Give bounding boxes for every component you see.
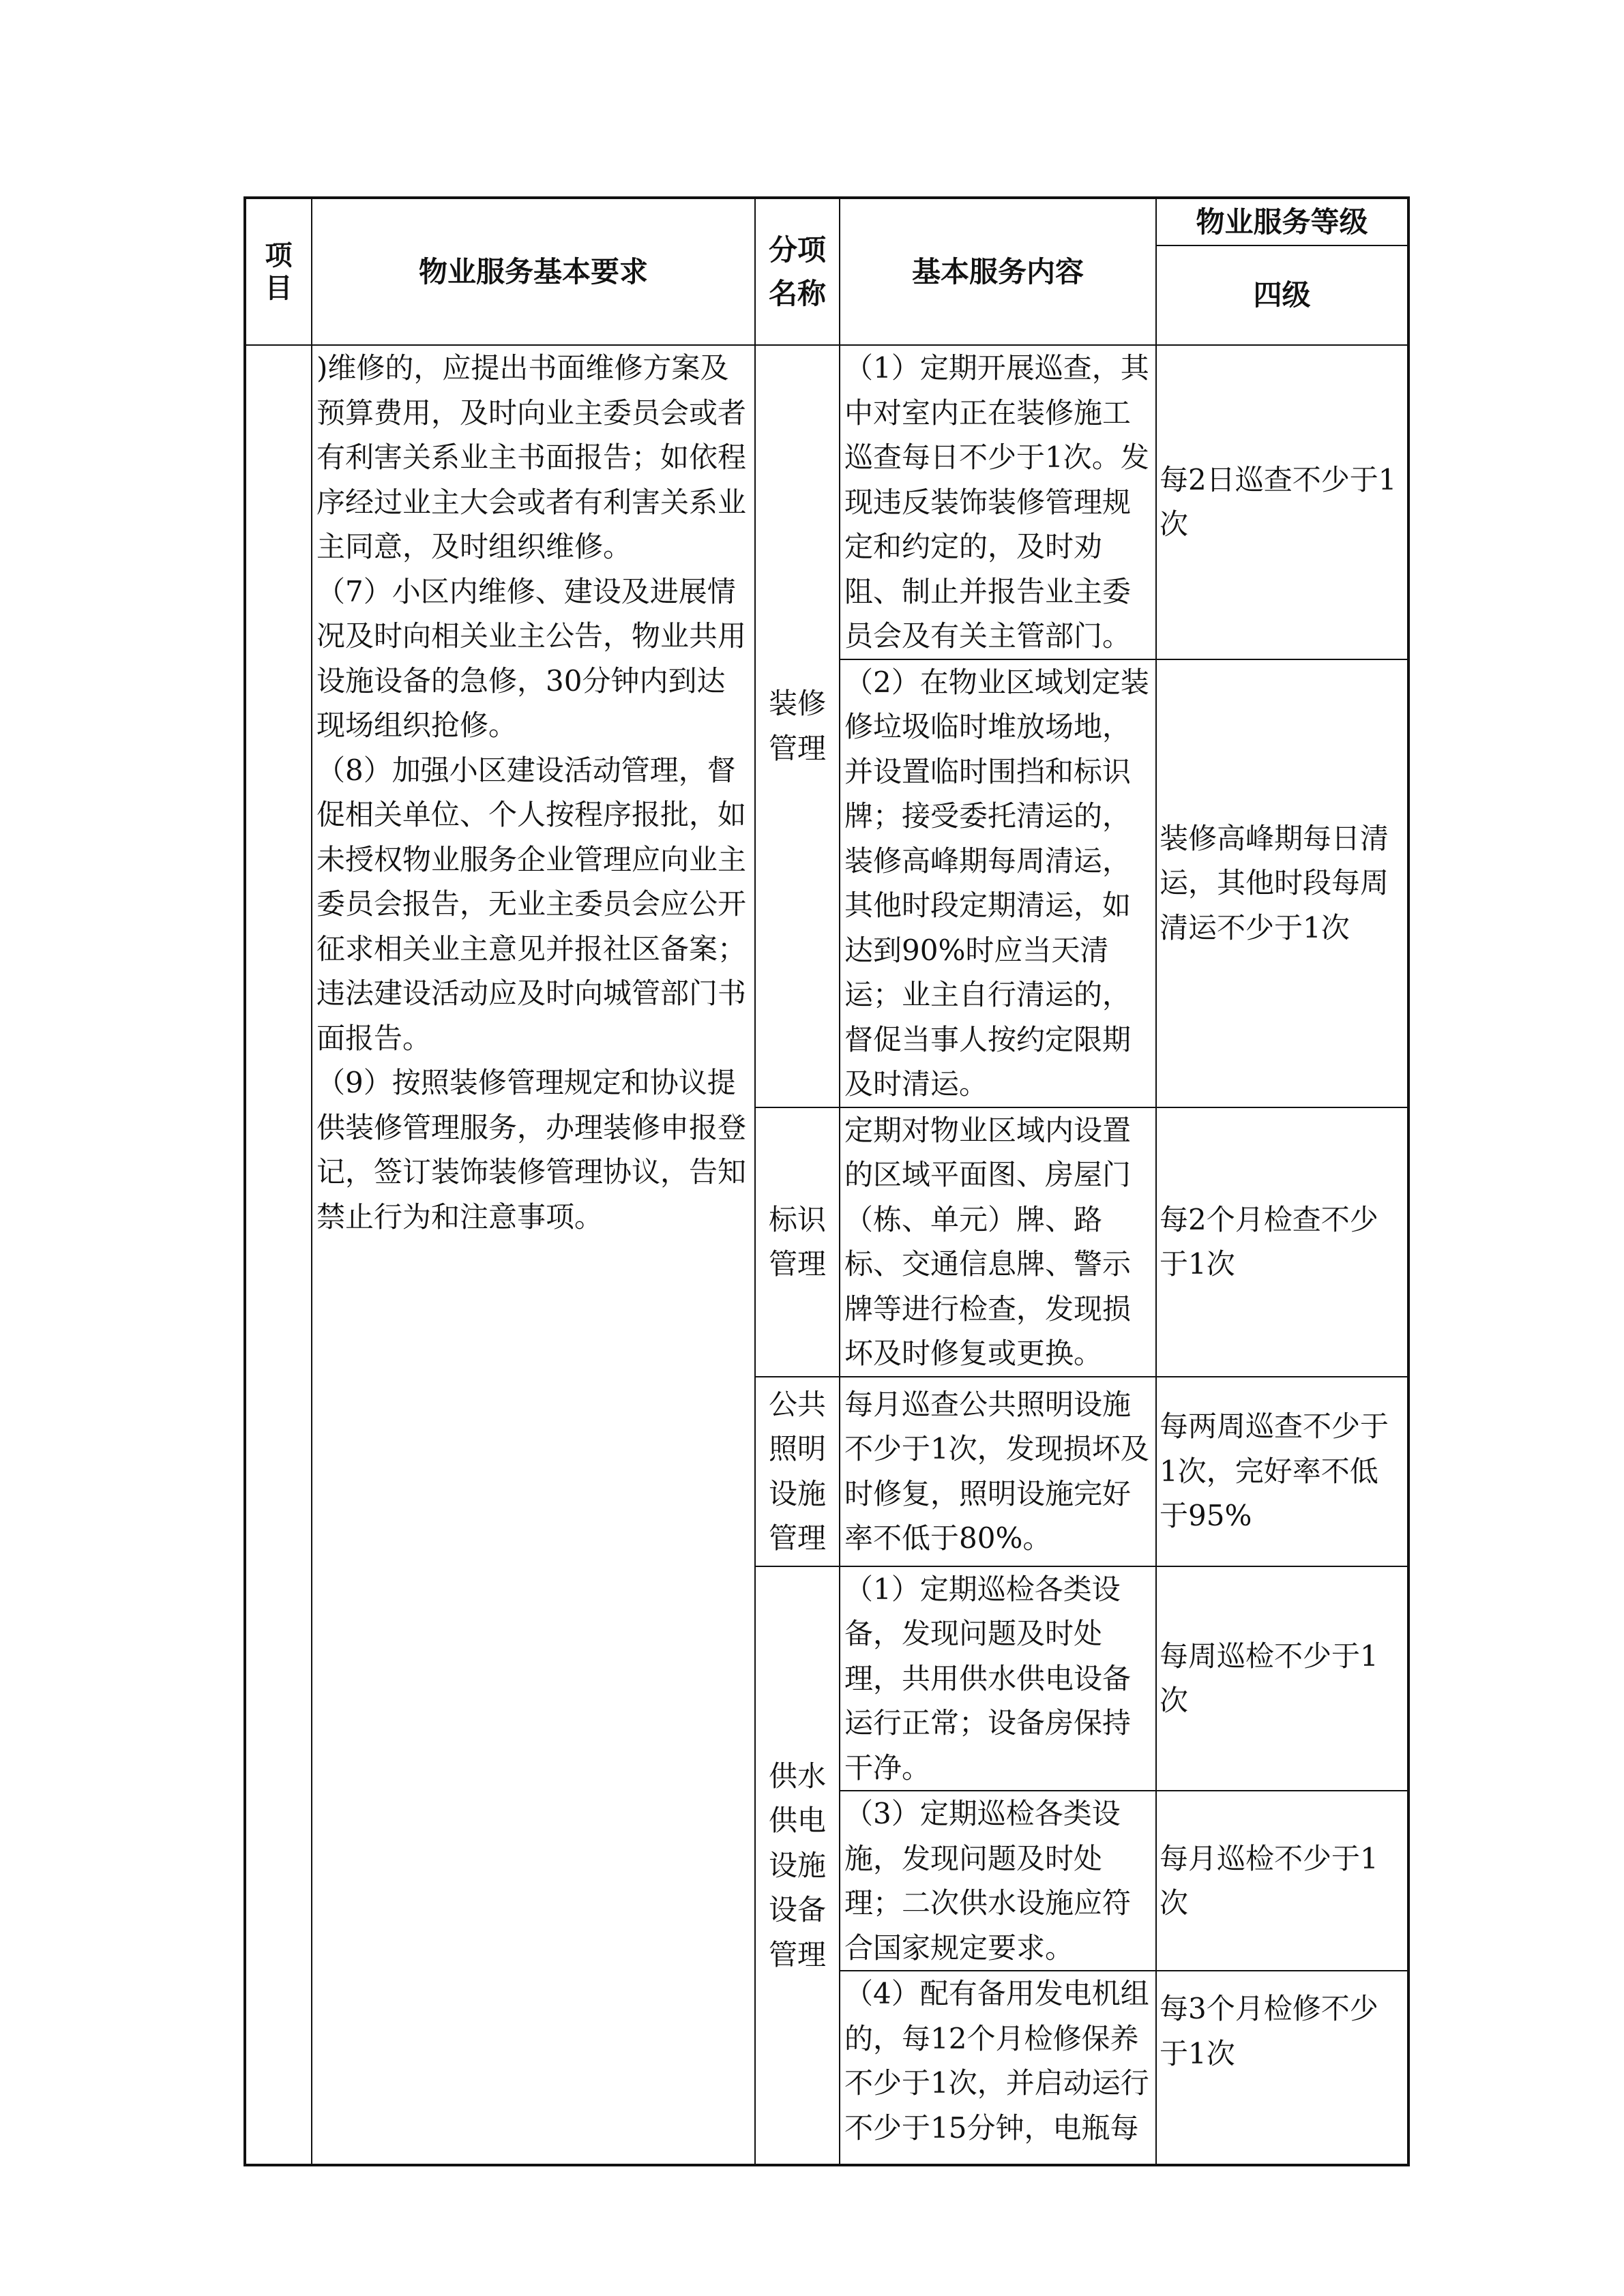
level-cell: 每周巡检不少于1次 [1156,1566,1408,1791]
content-cell: （1）定期巡检各类设备，发现问题及时处理，共用供水供电设备运行正常；设备房保持干净。 [840,1566,1156,1791]
header-sub-item-name-text: 分项名称 [768,233,826,310]
requirement-paragraph: （9）按照装修管理规定和协议提供装修管理服务，办理装修申报登记，签订装饰装修管理协议，告知禁止行为和注意事项。 [316,1066,747,1234]
sub-item-label: 供水供电设施设备管理 [768,1759,826,1971]
level-cell: 每3个月检修不少于1次 [1156,1971,1408,2165]
content-cell: （3）定期巡检各类设施，发现问题及时处理；二次供水设施应符合国家规定要求。 [840,1791,1156,1971]
content-cell: 每月巡查公共照明设施不少于1次，发现损坏及时修复，照明设施完好率不低于80%。 [840,1377,1156,1566]
content-cell: （4）配有备用发电机组的，每12个月检修保养不少于1次，并启动运行不少于15分钟，电瓶每 [840,1971,1156,2165]
sub-item-signage [755,1107,840,1377]
service-standard-table [243,196,1410,2166]
sub-item-renovation [755,345,840,1107]
sub-item-label: 装修管理 [768,687,826,765]
level-cell: 装修高峰期每日清运，其他时段每周清运不少于1次 [1156,659,1408,1107]
sub-item-lighting [755,1377,840,1566]
content-cell: （1）定期开展巡查，其中对室内正在装修施工巡查每日不少于1次。发现违反装饰装修管理规定和约定的，及时劝阻、制止并报告业主委员会及有关主管部门。 [840,345,1156,659]
level-cell: 每两周巡查不少于1次，完好率不低于95% [1156,1377,1408,1566]
sub-item-label: 标识管理 [768,1202,826,1281]
header-row [245,198,1408,245]
requirements-cell [312,345,755,2165]
header-service-level: 物业服务等级 [1156,198,1408,245]
sub-item-water-power [755,1566,840,2166]
requirement-paragraph: （7）小区内维修、建设及进展情况及时向相关业主公告，物业共用设施设备的急修，30分钟内到达现场组织抢修。 [316,574,747,742]
content-cell: （2）在物业区域划定装修垃圾临时堆放场地，并设置临时围挡和标识牌；接受委托清运的，装修高峰期每周清运，其他时段定期清运，如达到90%时应当天清运；业主自行清运的，督促当事人按约定限期及时清运。 [840,659,1156,1107]
header-project-text: 项目 [265,239,293,304]
header-level-four: 四级 [1156,245,1408,345]
sub-item-label: 公共照明设施管理 [768,1387,826,1555]
header-basic-content: 基本服务内容 [840,198,1156,345]
level-cell: 每月巡检不少于1次 [1156,1791,1408,1971]
header-basic-requirements: 物业服务基本要求 [312,198,755,345]
header-project [245,198,312,345]
header-sub-item-name [755,198,840,345]
requirement-paragraph: （8）加强小区建设活动管理，督促相关单位、个人按程序报批，如未授权物业服务企业管理应向业主委员会报告，无业主委员会应公开征求相关业主意见并报社区备案；违法建设活动应及时向城管部门书面报告。 [316,753,747,1055]
table-row [245,345,1408,659]
project-cell [245,345,312,2165]
level-cell: 每2日巡查不少于1次 [1156,345,1408,659]
level-cell: 每2个月检查不少于1次 [1156,1107,1408,1377]
requirement-paragraph: )维修的，应提出书面维修方案及预算费用，及时向业主委员会或者有利害关系业主书面报告；如依程序经过业主大会或者有利害关系业主同意，及时组织维修。 [316,351,747,563]
content-cell: 定期对物业区域内设置的区域平面图、房屋门（栋、单元）牌、路标、交通信息牌、警示牌等进行检查，发现损坏及时修复或更换。 [840,1107,1156,1377]
